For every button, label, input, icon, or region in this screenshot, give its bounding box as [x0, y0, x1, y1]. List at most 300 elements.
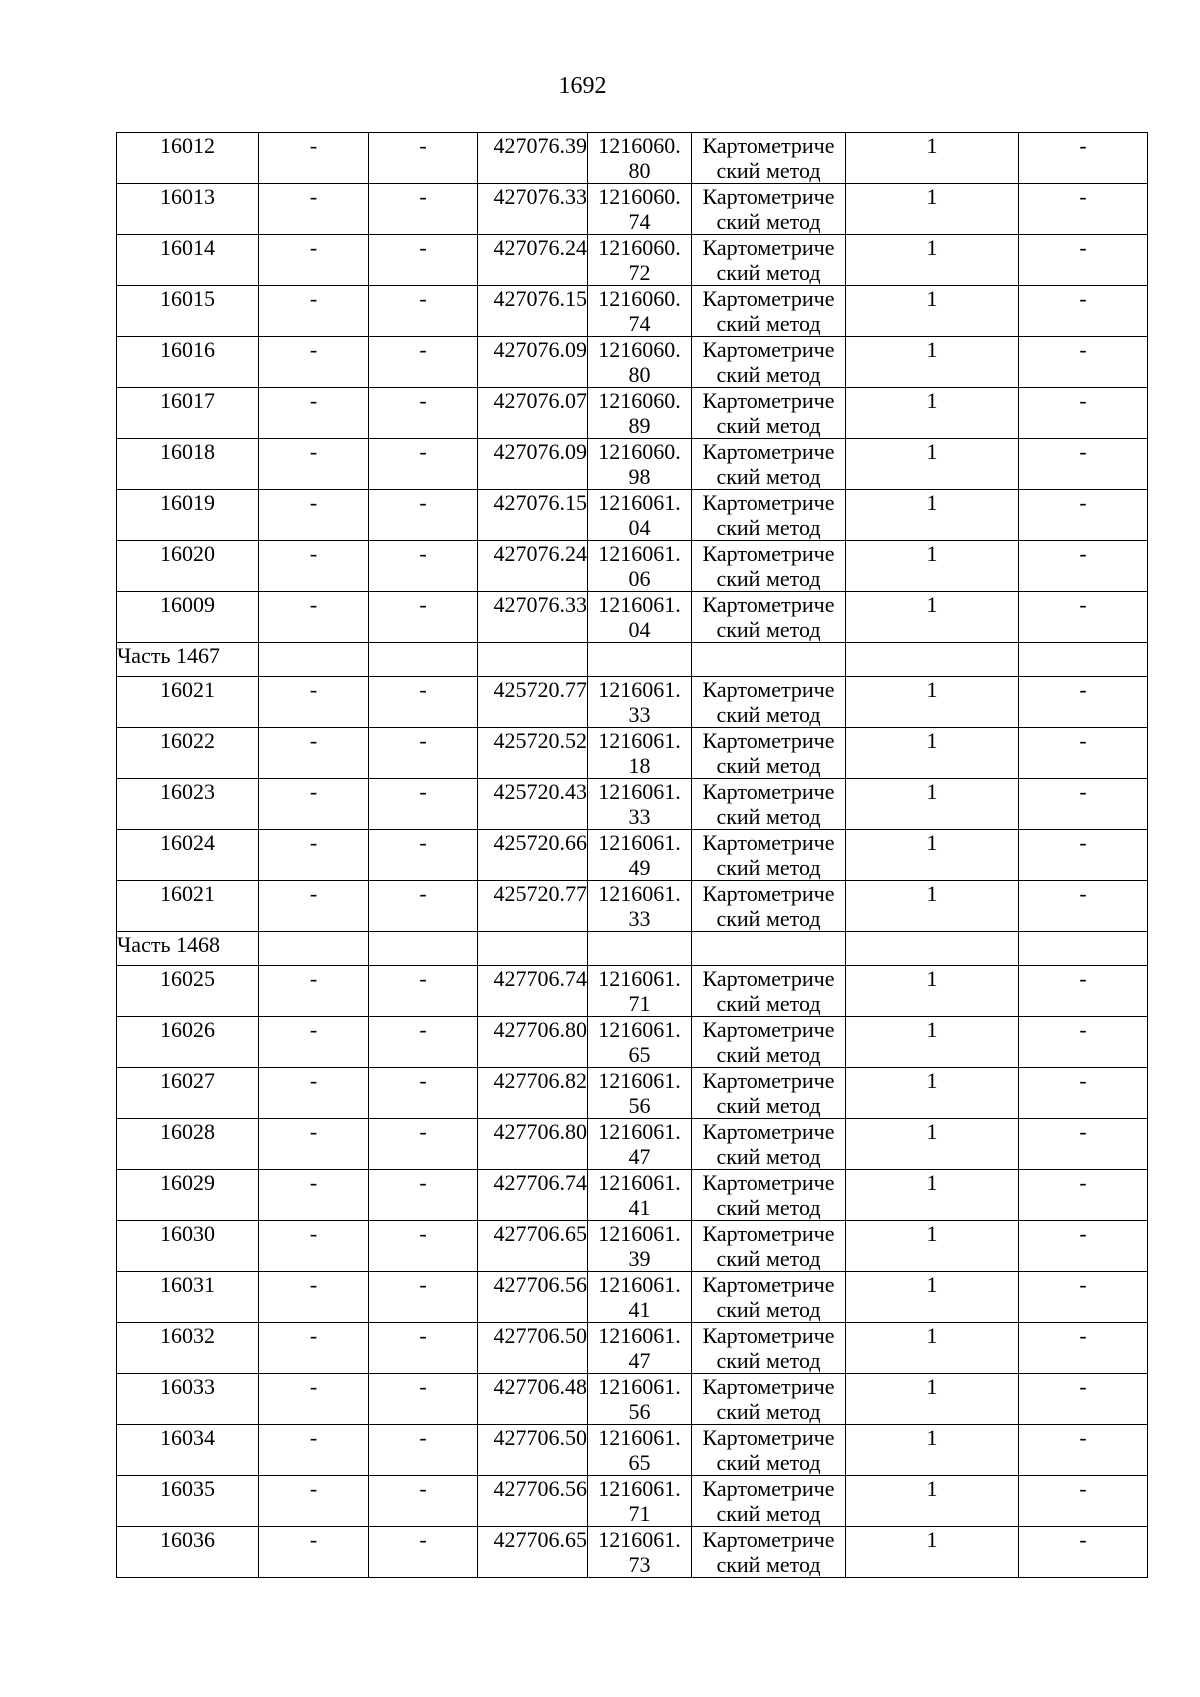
y-coordinate-cell-text: 72: [628, 260, 651, 285]
accuracy-cell: [846, 677, 1019, 728]
y-coordinate-cell-text: 1216061.: [598, 490, 681, 515]
empty-cell: [846, 643, 1019, 677]
method-cell: [692, 439, 846, 490]
x-coordinate-cell: [478, 184, 588, 235]
point-number-cell-text: 16025: [160, 966, 215, 991]
column-3-cell: [369, 728, 478, 779]
point-number-cell-text: 16035: [160, 1476, 215, 1501]
y-coordinate-cell: [588, 439, 692, 490]
column-2-cell-text: -: [309, 1476, 318, 1501]
accuracy-cell-text: 1: [926, 1221, 938, 1246]
x-coordinate-cell: [478, 966, 588, 1017]
column-3-cell-text: -: [419, 541, 427, 566]
point-number-cell-text: 16021: [160, 677, 215, 702]
section-label-cell-text: Часть 1467: [117, 643, 220, 668]
accuracy-cell-text: 1: [926, 1272, 938, 1297]
method-cell: [692, 1374, 846, 1425]
column-3-cell: [369, 1323, 478, 1374]
y-coordinate-cell-text: 71: [628, 1501, 651, 1526]
accuracy-cell: [846, 1170, 1019, 1221]
method-cell-text: Картометриче: [702, 592, 835, 617]
point-number-cell: [117, 388, 259, 439]
method-cell: [692, 830, 846, 881]
method-cell: [692, 1476, 846, 1527]
column-3-cell-text: -: [419, 1323, 427, 1348]
x-coordinate-cell-text: 425720.66: [493, 830, 587, 855]
column-2-cell: [259, 966, 369, 1017]
column-2-cell: [259, 490, 369, 541]
column-2-cell-text: -: [309, 490, 318, 515]
y-coordinate-cell-text: 47: [628, 1348, 651, 1373]
coordinates-table: [116, 132, 1148, 1578]
method-cell-text: Картометриче: [702, 728, 835, 753]
column-2-cell-text: -: [309, 677, 318, 702]
column-2-cell-text: -: [309, 1272, 318, 1297]
column-3-cell-text: -: [419, 1272, 427, 1297]
x-coordinate-cell: [478, 490, 588, 541]
accuracy-cell: [846, 1272, 1019, 1323]
method-cell-text: Картометриче: [702, 235, 835, 260]
x-coordinate-cell-text: 427706.50: [493, 1323, 587, 1348]
method-cell-text: ский метод: [716, 617, 821, 642]
x-coordinate-cell: [478, 677, 588, 728]
empty-cell: [478, 643, 588, 677]
column-3-cell-text: -: [419, 1527, 427, 1552]
empty-cell: [692, 932, 846, 966]
column-2-cell-text: -: [309, 1068, 318, 1093]
description-cell: [1019, 1374, 1148, 1425]
point-number-cell-text: 16021: [160, 881, 215, 906]
column-2-cell: [259, 1221, 369, 1272]
method-cell: [692, 1068, 846, 1119]
point-number-cell-text: 16034: [160, 1425, 215, 1450]
y-coordinate-cell-text: 1216061.: [598, 1323, 681, 1348]
accuracy-cell-text: 1: [926, 779, 938, 804]
y-coordinate-cell-text: 71: [628, 991, 651, 1016]
y-coordinate-cell-text: 1216061.: [598, 1017, 681, 1042]
section-label-cell-text: Часть 1468: [117, 932, 220, 957]
method-cell-text: ский метод: [716, 1501, 821, 1526]
table-row: [117, 184, 1148, 235]
y-coordinate-cell-text: 39: [628, 1246, 651, 1271]
table-row: [117, 490, 1148, 541]
column-2-cell-text: -: [309, 1323, 318, 1348]
accuracy-cell-text: 1: [926, 966, 938, 991]
column-3-cell-text: -: [419, 133, 427, 158]
column-2-cell: [259, 728, 369, 779]
x-coordinate-cell-text: 427706.56: [493, 1476, 587, 1501]
method-cell: [692, 1119, 846, 1170]
x-coordinate-cell: [478, 1068, 588, 1119]
x-coordinate-cell-text: 427706.65: [493, 1527, 587, 1552]
y-coordinate-cell: [588, 286, 692, 337]
y-coordinate-cell-text: 65: [628, 1450, 651, 1475]
y-coordinate-cell: [588, 1323, 692, 1374]
column-3-cell-text: -: [419, 728, 427, 753]
x-coordinate-cell: [478, 592, 588, 643]
description-cell: [1019, 1170, 1148, 1221]
table-row: [117, 1374, 1148, 1425]
column-3-cell: [369, 1221, 478, 1272]
point-number-cell: [117, 490, 259, 541]
method-cell-text: ский метод: [716, 1399, 821, 1424]
method-cell-text: Картометриче: [702, 1017, 835, 1042]
column-2-cell: [259, 184, 369, 235]
section-row: [117, 932, 1148, 966]
table-row: [117, 1476, 1148, 1527]
method-cell: [692, 677, 846, 728]
accuracy-cell: [846, 490, 1019, 541]
column-2-cell: [259, 337, 369, 388]
column-2-cell-text: -: [309, 779, 318, 804]
y-coordinate-cell: [588, 1170, 692, 1221]
method-cell-text: Картометриче: [702, 286, 835, 311]
column-2-cell-text: -: [309, 830, 318, 855]
y-coordinate-cell-text: 49: [628, 855, 651, 880]
column-3-cell: [369, 1272, 478, 1323]
column-2-cell-text: -: [309, 337, 318, 362]
empty-cell: [1019, 643, 1148, 677]
point-number-cell: [117, 1374, 259, 1425]
y-coordinate-cell-text: 56: [628, 1399, 651, 1424]
column-2-cell: [259, 1017, 369, 1068]
description-cell-text: -: [1079, 830, 1087, 855]
method-cell-text: ский метод: [716, 311, 821, 336]
point-number-cell: [117, 235, 259, 286]
column-3-cell-text: -: [419, 881, 427, 906]
y-coordinate-cell: [588, 1425, 692, 1476]
table-row: [117, 592, 1148, 643]
description-cell-text: -: [1079, 1476, 1087, 1501]
method-cell-text: Картометриче: [702, 1323, 835, 1348]
x-coordinate-cell-text: 427076.33: [493, 592, 587, 617]
y-coordinate-cell-text: 1216061.: [598, 966, 681, 991]
empty-cell: [1019, 932, 1148, 966]
method-cell-text: ский метод: [716, 991, 821, 1016]
y-coordinate-cell: [588, 677, 692, 728]
column-3-cell-text: -: [419, 592, 427, 617]
point-number-cell: [117, 881, 259, 932]
column-3-cell: [369, 966, 478, 1017]
table-row: [117, 728, 1148, 779]
method-cell-text: ский метод: [716, 1450, 821, 1475]
accuracy-cell: [846, 439, 1019, 490]
table-row: [117, 337, 1148, 388]
method-cell: [692, 490, 846, 541]
column-3-cell: [369, 388, 478, 439]
method-cell-text: Картометриче: [702, 490, 835, 515]
accuracy-cell-text: 1: [926, 388, 938, 413]
method-cell: [692, 1170, 846, 1221]
accuracy-cell-text: 1: [926, 337, 938, 362]
point-number-cell-text: 16029: [160, 1170, 215, 1195]
point-number-cell-text: 16020: [160, 541, 215, 566]
description-cell: [1019, 1476, 1148, 1527]
column-3-cell: [369, 1425, 478, 1476]
description-cell: [1019, 490, 1148, 541]
column-3-cell: [369, 184, 478, 235]
point-number-cell-text: 16022: [160, 728, 215, 753]
y-coordinate-cell-text: 18: [628, 753, 651, 778]
y-coordinate-cell: [588, 1374, 692, 1425]
column-2-cell-text: -: [309, 966, 318, 991]
column-3-cell: [369, 830, 478, 881]
point-number-cell: [117, 541, 259, 592]
method-cell-text: ский метод: [716, 515, 821, 540]
column-2-cell-text: -: [309, 1221, 318, 1246]
table-row: [117, 133, 1148, 184]
x-coordinate-cell-text: 427706.80: [493, 1017, 587, 1042]
point-number-cell-text: 16024: [160, 830, 215, 855]
y-coordinate-cell-text: 33: [628, 702, 651, 727]
column-3-cell-text: -: [419, 1068, 427, 1093]
x-coordinate-cell: [478, 728, 588, 779]
table-row: [117, 1017, 1148, 1068]
method-cell-text: Картометриче: [702, 1425, 835, 1450]
y-coordinate-cell-text: 1216060.: [598, 439, 681, 464]
method-cell: [692, 1221, 846, 1272]
description-cell: [1019, 388, 1148, 439]
description-cell: [1019, 592, 1148, 643]
column-3-cell: [369, 779, 478, 830]
method-cell-text: ский метод: [716, 753, 821, 778]
y-coordinate-cell-text: 1216061.: [598, 1272, 681, 1297]
point-number-cell-text: 16019: [160, 490, 215, 515]
section-row: [117, 643, 1148, 677]
method-cell: [692, 881, 846, 932]
point-number-cell-text: 16026: [160, 1017, 215, 1042]
column-2-cell: [259, 133, 369, 184]
y-coordinate-cell: [588, 1476, 692, 1527]
empty-cell: [588, 643, 692, 677]
method-cell-text: Картометриче: [702, 677, 835, 702]
y-coordinate-cell: [588, 728, 692, 779]
method-cell-text: Картометриче: [702, 1374, 835, 1399]
y-coordinate-cell: [588, 830, 692, 881]
point-number-cell: [117, 337, 259, 388]
description-cell: [1019, 337, 1148, 388]
y-coordinate-cell-text: 04: [628, 515, 651, 540]
column-3-cell: [369, 677, 478, 728]
column-2-cell-text: -: [309, 1425, 318, 1450]
description-cell: [1019, 966, 1148, 1017]
x-coordinate-cell-text: 427706.74: [493, 966, 587, 991]
x-coordinate-cell-text: 427076.09: [493, 439, 587, 464]
column-2-cell: [259, 779, 369, 830]
accuracy-cell-text: 1: [926, 830, 938, 855]
method-cell-text: ский метод: [716, 702, 821, 727]
column-2-cell-text: -: [309, 1374, 318, 1399]
empty-cell: [846, 932, 1019, 966]
accuracy-cell-text: 1: [926, 1119, 938, 1144]
description-cell: [1019, 1323, 1148, 1374]
method-cell-text: ский метод: [716, 1093, 821, 1118]
point-number-cell: [117, 779, 259, 830]
y-coordinate-cell: [588, 388, 692, 439]
x-coordinate-cell: [478, 133, 588, 184]
point-number-cell-text: 16016: [160, 337, 215, 362]
description-cell-text: -: [1079, 1425, 1087, 1450]
point-number-cell: [117, 1476, 259, 1527]
method-cell-text: ский метод: [716, 1552, 821, 1577]
accuracy-cell-text: 1: [926, 1374, 938, 1399]
description-cell-text: -: [1079, 1221, 1087, 1246]
method-cell-text: ский метод: [716, 906, 821, 931]
accuracy-cell: [846, 779, 1019, 830]
accuracy-cell: [846, 286, 1019, 337]
method-cell: [692, 235, 846, 286]
column-3-cell: [369, 439, 478, 490]
column-2-cell: [259, 1170, 369, 1221]
description-cell: [1019, 541, 1148, 592]
column-2-cell-text: -: [309, 388, 318, 413]
x-coordinate-cell-text: 427076.33: [493, 184, 587, 209]
x-coordinate-cell-text: 427706.82: [493, 1068, 587, 1093]
accuracy-cell: [846, 184, 1019, 235]
column-3-cell-text: -: [419, 830, 427, 855]
method-cell-text: ский метод: [716, 413, 821, 438]
column-2-cell: [259, 1374, 369, 1425]
column-3-cell: [369, 592, 478, 643]
column-2-cell-text: -: [309, 1017, 318, 1042]
description-cell: [1019, 1119, 1148, 1170]
point-number-cell-text: 16027: [160, 1068, 215, 1093]
point-number-cell: [117, 966, 259, 1017]
accuracy-cell-text: 1: [926, 881, 938, 906]
y-coordinate-cell: [588, 592, 692, 643]
description-cell-text: -: [1079, 337, 1087, 362]
method-cell-text: ский метод: [716, 855, 821, 880]
table-row: [117, 1425, 1148, 1476]
accuracy-cell-text: 1: [926, 541, 938, 566]
description-cell-text: -: [1079, 286, 1087, 311]
description-cell-text: -: [1079, 677, 1087, 702]
table-row: [117, 1323, 1148, 1374]
column-3-cell-text: -: [419, 1374, 427, 1399]
method-cell-text: ский метод: [716, 209, 821, 234]
method-cell: [692, 184, 846, 235]
method-cell: [692, 133, 846, 184]
y-coordinate-cell-text: 1216061.: [598, 1068, 681, 1093]
accuracy-cell: [846, 830, 1019, 881]
method-cell: [692, 966, 846, 1017]
description-cell-text: -: [1079, 490, 1087, 515]
y-coordinate-cell-text: 1216061.: [598, 881, 681, 906]
table-row: [117, 966, 1148, 1017]
accuracy-cell-text: 1: [926, 728, 938, 753]
accuracy-cell: [846, 966, 1019, 1017]
column-2-cell-text: -: [309, 439, 318, 464]
description-cell-text: -: [1079, 1170, 1087, 1195]
x-coordinate-cell: [478, 830, 588, 881]
description-cell-text: -: [1079, 728, 1087, 753]
empty-cell: [478, 932, 588, 966]
column-3-cell-text: -: [419, 1221, 427, 1246]
accuracy-cell: [846, 388, 1019, 439]
y-coordinate-cell: [588, 184, 692, 235]
table-row: [117, 881, 1148, 932]
y-coordinate-cell: [588, 235, 692, 286]
description-cell-text: -: [1079, 1527, 1087, 1552]
x-coordinate-cell: [478, 1119, 588, 1170]
x-coordinate-cell-text: 427076.15: [493, 490, 587, 515]
section-label-cell: [117, 643, 259, 677]
accuracy-cell-text: 1: [926, 184, 938, 209]
y-coordinate-cell-text: 1216061.: [598, 1170, 681, 1195]
method-cell: [692, 1425, 846, 1476]
accuracy-cell-text: 1: [926, 1017, 938, 1042]
y-coordinate-cell: [588, 337, 692, 388]
x-coordinate-cell: [478, 337, 588, 388]
point-number-cell-text: 16028: [160, 1119, 215, 1144]
description-cell-text: -: [1079, 592, 1087, 617]
y-coordinate-cell: [588, 1272, 692, 1323]
accuracy-cell-text: 1: [926, 592, 938, 617]
method-cell-text: ский метод: [716, 566, 821, 591]
method-cell-text: ский метод: [716, 1042, 821, 1067]
column-2-cell: [259, 541, 369, 592]
method-cell: [692, 1323, 846, 1374]
y-coordinate-cell-text: 1216061.: [598, 541, 681, 566]
accuracy-cell-text: 1: [926, 1527, 938, 1552]
method-cell-text: Картометриче: [702, 779, 835, 804]
column-2-cell-text: -: [309, 184, 318, 209]
method-cell-text: ский метод: [716, 1246, 821, 1271]
column-3-cell-text: -: [419, 677, 427, 702]
column-2-cell: [259, 1323, 369, 1374]
column-2-cell-text: -: [309, 235, 318, 260]
y-coordinate-cell-text: 80: [628, 158, 651, 183]
x-coordinate-cell: [478, 779, 588, 830]
accuracy-cell-text: 1: [926, 1476, 938, 1501]
x-coordinate-cell-text: 427706.50: [493, 1425, 587, 1450]
x-coordinate-cell-text: 425720.43: [493, 779, 587, 804]
x-coordinate-cell-text: 425720.52: [493, 728, 587, 753]
description-cell: [1019, 728, 1148, 779]
column-2-cell: [259, 1068, 369, 1119]
table-row: [117, 1272, 1148, 1323]
y-coordinate-cell-text: 89: [628, 413, 651, 438]
column-2-cell-text: -: [309, 133, 318, 158]
empty-cell: [259, 932, 369, 966]
x-coordinate-cell: [478, 1323, 588, 1374]
x-coordinate-cell-text: 427076.24: [493, 541, 587, 566]
y-coordinate-cell-text: 98: [628, 464, 651, 489]
method-cell-text: Картометриче: [702, 133, 835, 158]
method-cell-text: Картометриче: [702, 388, 835, 413]
column-3-cell: [369, 337, 478, 388]
description-cell: [1019, 677, 1148, 728]
description-cell: [1019, 779, 1148, 830]
column-2-cell-text: -: [309, 286, 318, 311]
point-number-cell-text: 16012: [160, 133, 215, 158]
column-3-cell-text: -: [419, 388, 427, 413]
y-coordinate-cell-text: 1216060.: [598, 337, 681, 362]
method-cell: [692, 337, 846, 388]
x-coordinate-cell-text: 427706.56: [493, 1272, 587, 1297]
description-cell: [1019, 235, 1148, 286]
table-row: [117, 1527, 1148, 1578]
y-coordinate-cell: [588, 1017, 692, 1068]
description-cell-text: -: [1079, 133, 1087, 158]
point-number-cell: [117, 133, 259, 184]
column-3-cell-text: -: [419, 779, 427, 804]
accuracy-cell: [846, 541, 1019, 592]
description-cell-text: -: [1079, 966, 1087, 991]
y-coordinate-cell-text: 1216061.: [598, 728, 681, 753]
x-coordinate-cell-text: 427076.07: [493, 388, 587, 413]
x-coordinate-cell-text: 427706.48: [493, 1374, 587, 1399]
